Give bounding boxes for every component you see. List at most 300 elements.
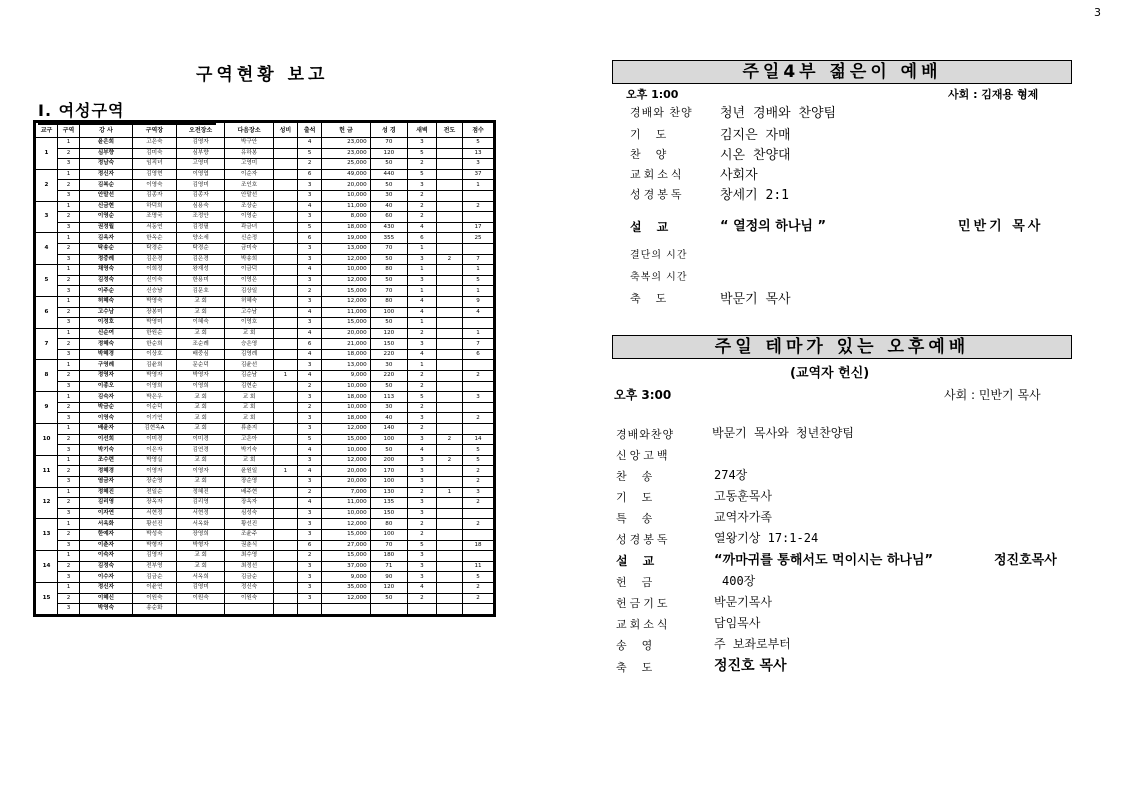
s1-sermon-preacher: 민반기 목사 [958,219,1044,234]
table-cell: 3 [298,190,322,201]
table-cell: 1 [58,296,80,307]
s1-value-news: 사회자 [720,168,758,183]
s1-benediction-value: 박문기 목사 [720,292,791,307]
table-cell: 4 [298,265,322,276]
table-cell: 2 [463,519,494,530]
table-cell [273,477,297,488]
table-cell [273,349,297,360]
table-cell: 2 [408,212,437,223]
table-cell: 교 회 [225,402,273,413]
table-cell: 100 [370,477,407,488]
table-cell: 23,000 [322,138,370,149]
table-cell: 김영미 [176,582,224,593]
table-cell [436,424,462,435]
table-cell: 49,000 [322,169,370,180]
table-row [36,381,494,392]
table-cell: 3 [463,487,494,498]
table-cell: 2 [408,529,437,540]
table-cell [273,307,297,318]
table-cell: 고영미 [225,159,273,170]
table-cell: 3 [408,413,437,424]
table-cell: 정중례 [80,254,133,265]
s1-blessing-time-label: 축복의 시간 [630,272,688,283]
table-cell: 2 [298,487,322,498]
s1-value-prayer: 김지은 자매 [720,128,791,143]
table-cell: 정남숙 [80,159,133,170]
table-cell: 100 [370,434,407,445]
table-cell: 김은경 [132,254,176,265]
table-cell: 이미경 [132,434,176,445]
table-cell: 3 [408,508,437,519]
table-cell: 2 [436,254,462,265]
table-cell: 355 [370,233,407,244]
table-cell: 12,000 [322,455,370,466]
s2-sermon-label: 설교 [616,554,670,568]
table-cell: 3 [298,180,322,191]
table-cell: 2 [463,201,494,212]
table-cell: 2 [408,402,437,413]
table-cell: 김정숙 [80,275,133,286]
table-cell: 3 [58,159,80,170]
table-cell: 6 [298,540,322,551]
table-cell: 김영미 [176,180,224,191]
table-cell: 1 [463,286,494,297]
table-cell: 3 [408,339,437,350]
table-cell: 1 [408,286,437,297]
table-cell: 교 회 [225,328,273,339]
table-body [36,138,494,615]
table-cell: 장영희 [176,529,224,540]
table-cell: 1 [58,201,80,212]
table-cell: 5 [463,138,494,149]
table-cell: 2 [58,180,80,191]
table-row [36,540,494,551]
table-cell [273,487,297,498]
table-header-cell: 전도 [436,123,462,138]
district-status-table-wrapper [33,120,496,617]
s2-value-hymn: 274장 [714,468,748,482]
table-cell: 150 [370,339,407,350]
table-cell: 허혜숙 [80,296,133,307]
s1-altar-label: 결단의 시간 [630,250,688,261]
table-cell [436,265,462,276]
table-cell: 1 [58,392,80,403]
table-cell: 고수남 [225,307,273,318]
table-cell: 18 [463,540,494,551]
table-cell: 2 [58,561,80,572]
table-cell: 황선진 [132,519,176,530]
table-cell: 1 [408,318,437,329]
table-cell: 김정숙 [80,561,133,572]
table-cell: 23,000 [322,148,370,159]
table-cell: 5 [408,392,437,403]
table-cell [436,318,462,329]
s1-label-choir: 찬양 [630,148,682,161]
table-cell: 18,000 [322,222,370,233]
s1-sermon-label: 설교 [630,220,684,234]
table-row [36,402,494,413]
table-cell: 채영숙 [80,265,133,276]
table-cell: 이순자 [225,169,273,180]
table-cell: 금미숙 [225,243,273,254]
table-cell [436,201,462,212]
table-cell: 서옥화 [80,519,133,530]
table-cell: 이숙자 [80,551,133,562]
table-row [36,561,494,572]
table-cell: 이원숙 [176,593,224,604]
parish-cell: 10 [36,424,58,456]
table-cell: 고수남 [80,307,133,318]
table-cell [463,212,494,223]
table-cell: 50 [370,318,407,329]
table-cell: 3 [463,392,494,403]
table-cell: 배윤자 [80,424,133,435]
table-header-cell: 새벽 [408,123,437,138]
table-row [36,243,494,254]
table-cell [463,529,494,540]
table-cell: 김상일 [225,286,273,297]
table-cell: 3 [298,572,322,583]
table-cell [273,265,297,276]
table-cell: 50 [370,445,407,456]
table-cell: 조순례 [176,339,224,350]
table-cell: 5 [408,540,437,551]
table-cell: 교 회 [176,413,224,424]
table-cell [273,604,297,615]
table-cell: 20,000 [322,466,370,477]
table-cell [436,413,462,424]
s2-value-worship: 박문기 목사와 청년찬양팀 [712,426,854,440]
table-cell [370,604,407,615]
table-cell: 배주현 [225,487,273,498]
table-cell: 50 [370,381,407,392]
table-cell: 안말선 [80,190,133,201]
table-cell: 박영미 [132,318,176,329]
table-cell: 박영자 [132,371,176,382]
table-cell: 유하봉 [225,148,273,159]
page-number: 3 [1094,6,1101,19]
table-cell: 9,000 [322,572,370,583]
table-cell [273,159,297,170]
table-cell: 송순화 [132,604,176,615]
table-cell [436,233,462,244]
table-cell [408,604,437,615]
table-cell [463,508,494,519]
table-cell [436,349,462,360]
table-cell: 2 [463,498,494,509]
table-cell: 한예자 [80,529,133,540]
table-cell: 8,000 [322,212,370,223]
table-cell: 18,000 [322,392,370,403]
table-cell: 2 [408,381,437,392]
table-cell: 20,000 [322,477,370,488]
table-cell: 3 [298,275,322,286]
table-cell [273,424,297,435]
table-row [36,593,494,604]
table-header-cell: 성 경 [370,123,407,138]
table-cell: 2 [408,487,437,498]
table-cell [273,243,297,254]
table-cell: 김연경 [176,445,224,456]
table-cell: 1 [58,424,80,435]
table-cell: 허혜숙 [225,296,273,307]
table-cell: 정혜진 [80,487,133,498]
table-cell: 170 [370,466,407,477]
s2-value-offering: 400장 [722,574,756,588]
table-row [36,318,494,329]
parish-cell: 4 [36,233,58,265]
table-cell: 이상호 [132,349,176,360]
table-cell: 2 [58,434,80,445]
table-cell: 80 [370,265,407,276]
table-cell: 고영미 [176,159,224,170]
s2-label-doxology: 송영 [616,639,668,652]
s1-label-worship: 경배와 찬양 [630,106,693,119]
table-cell [273,413,297,424]
table-cell: 3 [408,561,437,572]
table-cell: 장순영 [225,477,273,488]
table-cell [273,445,297,456]
table-cell: 15,000 [322,551,370,562]
table-cell: 100 [370,307,407,318]
table-cell: 25 [463,233,494,244]
table-cell [436,360,462,371]
table-cell: 60 [370,212,407,223]
table-cell: 4 [298,328,322,339]
table-cell: 3 [58,477,80,488]
table-cell: 3 [298,529,322,540]
table-cell: 7,000 [322,487,370,498]
table-cell: 교 회 [176,392,224,403]
table-row [36,371,494,382]
table-cell: 3 [408,180,437,191]
table-cell: 한원순 [132,328,176,339]
table-cell: 120 [370,582,407,593]
table-cell: 19,000 [322,233,370,244]
table-cell: 70 [370,243,407,254]
table-cell: 9,000 [322,371,370,382]
table-cell [463,243,494,254]
table-cell: 2 [298,402,322,413]
table-cell: 교 회 [225,455,273,466]
table-cell: 5 [463,455,494,466]
table-cell: 장순영 [132,477,176,488]
table-cell: 15,000 [322,318,370,329]
table-row [36,508,494,519]
table-cell: 3 [298,254,322,265]
table-row [36,413,494,424]
table-cell [273,572,297,583]
table-cell: 10,000 [322,508,370,519]
table-cell: 3 [58,222,80,233]
table-cell: 조명국 [132,212,176,223]
table-row [36,159,494,170]
table-cell: 염금자 [80,477,133,488]
s2-value-news: 담임목사 [714,616,761,630]
table-cell [273,434,297,445]
table-cell: 4 [408,445,437,456]
s2-value-scripture: 열왕기상 17:1-24 [714,531,819,545]
table-cell [273,180,297,191]
table-cell: 3 [408,572,437,583]
table-cell: 3 [298,318,322,329]
table-cell: 심부향 [80,148,133,159]
table-row [36,233,494,244]
table-header-cell: 헌 금 [322,123,370,138]
s2-label-offering: 헌금 [616,576,668,589]
table-cell [463,402,494,413]
table-cell: 윤원일 [225,466,273,477]
table-cell [436,540,462,551]
table-cell [436,138,462,149]
table-cell [436,159,462,170]
table-cell: 5 [408,148,437,159]
table-cell: 신승남 [132,286,176,297]
table-cell: 박형자 [132,540,176,551]
table-cell: 2 [58,275,80,286]
table-cell: 3 [408,138,437,149]
table-cell [436,604,462,615]
table-cell: 탁경순 [176,243,224,254]
table-row [36,265,494,276]
table-cell [273,138,297,149]
table-cell: 3 [408,551,437,562]
table-cell: 3 [298,519,322,530]
table-row [36,254,494,265]
table-cell: 박영실 [132,455,176,466]
s1-benediction-label: 축도 [630,292,682,305]
table-cell: 1 [58,455,80,466]
table-cell: 1 [463,180,494,191]
parish-cell: 14 [36,551,58,583]
table-cell: 30 [370,360,407,371]
section-title [38,98,124,121]
table-cell: 이영희 [132,381,176,392]
table-cell: 1 [58,551,80,562]
table-cell: 교 회 [176,328,224,339]
table-cell [436,593,462,604]
table-cell: 13 [463,148,494,159]
table-row [36,434,494,445]
table-cell: 3 [298,413,322,424]
table-cell: 김복순 [80,180,133,191]
service2-time: 오후 3:00 [614,388,672,402]
table-cell: 3 [298,424,322,435]
table-row [36,487,494,498]
table-cell: 교 회 [176,424,224,435]
table-cell: 권정월 [80,222,133,233]
table-cell: 18,000 [322,413,370,424]
table-cell [273,233,297,244]
table-cell [436,169,462,180]
s2-value-special: 교역자가족 [714,510,772,524]
table-cell: 박기숙 [80,445,133,456]
s1-value-choir: 시온 찬양대 [720,148,791,163]
table-cell [436,190,462,201]
table-cell: 17 [463,222,494,233]
table-row [36,212,494,223]
s1-value-worship: 청년 경배와 찬양팀 [720,106,837,121]
table-cell: 150 [370,508,407,519]
table-header-cell: 성비 [273,123,297,138]
table-row [36,296,494,307]
table-row [36,529,494,540]
table-cell: 박영자 [176,371,224,382]
table-cell: 27,000 [322,540,370,551]
table-cell: 15,000 [322,434,370,445]
s2-sermon-title: “까마귀를 통해서도 먹이시는 하나님” [714,553,934,568]
table-row [36,551,494,562]
table-cell: 2 [463,593,494,604]
parish-cell: 11 [36,455,58,487]
s2-label-special: 특송 [616,512,668,525]
table-cell: 이미경 [176,434,224,445]
table-cell: 이영은 [225,275,273,286]
table-cell: 서현정 [176,508,224,519]
table-cell: 4 [408,222,437,233]
table-cell [436,243,462,254]
table-cell: 서현정 [132,508,176,519]
table-cell: 교 회 [176,296,224,307]
table-cell: 2 [58,339,80,350]
parish-cell: 3 [36,201,58,233]
parish-cell: 2 [36,169,58,201]
table-cell: 2 [408,159,437,170]
table-cell: 김숙자 [80,392,133,403]
table-cell: 135 [370,498,407,509]
table-cell: 10,000 [322,265,370,276]
table-cell: 2 [58,529,80,540]
table-cell: 50 [370,159,407,170]
table-cell: 심성숙 [225,508,273,519]
table-cell: 심용숙 [176,201,224,212]
table-row [36,445,494,456]
table-cell: 3 [408,254,437,265]
table-cell [273,551,297,562]
table-cell: 김영현 [132,169,176,180]
table-cell: 440 [370,169,407,180]
table-cell: 1 [58,169,80,180]
table-cell: 80 [370,296,407,307]
table-cell: 이순덕 [132,402,176,413]
parish-cell: 5 [36,265,58,297]
district-status-table [35,122,494,615]
table-cell: 최정선 [225,561,273,572]
table-cell: 교 회 [225,413,273,424]
table-cell: 2 [58,402,80,413]
table-cell [322,604,370,615]
table-cell: 2 [298,159,322,170]
table-cell: 3 [298,243,322,254]
table-cell: 3 [298,360,322,371]
table-cell: 10,000 [322,381,370,392]
table-cell: 220 [370,349,407,360]
table-cell [436,402,462,413]
table-cell: 50 [370,180,407,191]
table-cell [273,212,297,223]
table-row [36,201,494,212]
table-row [36,307,494,318]
table-cell [273,148,297,159]
table-cell: 2 [298,551,322,562]
service2-title: 주일 테마가 있는 오후예배 [612,335,1072,359]
table-cell: 한옥순 [132,233,176,244]
table-cell: 3 [408,275,437,286]
table-cell: 100 [370,529,407,540]
table-cell: 박형자 [176,540,224,551]
table-cell: 2 [58,371,80,382]
table-cell [436,339,462,350]
